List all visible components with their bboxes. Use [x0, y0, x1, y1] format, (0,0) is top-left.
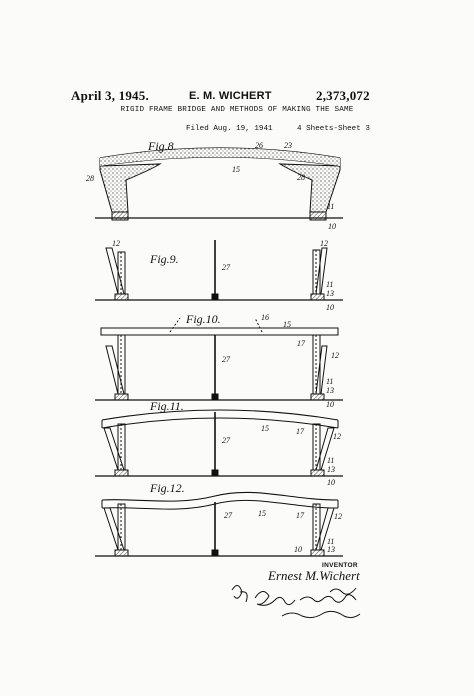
footing-left — [115, 470, 128, 476]
fig-9-ref-10: 10 — [326, 303, 334, 312]
fig-11-ref-17: 17 — [296, 427, 304, 436]
fig-8-ref-10: 10 — [328, 222, 336, 231]
fig-10-label: Fig.10. — [186, 312, 221, 326]
leg-right-column — [313, 424, 320, 470]
inventor-name-header: E. M. WICHERT — [189, 90, 272, 102]
fig-9-label: Fig.9. — [150, 252, 179, 266]
patent-title: RIGID FRAME BRIDGE AND METHODS OF MAKING THE SAME — [120, 106, 354, 114]
patent-number: 2,373,072 — [316, 88, 370, 103]
fig-8-label: Fig.8. — [148, 139, 177, 153]
figure-9 — [95, 240, 343, 300]
inventor-label: INVENTOR — [322, 562, 358, 569]
fig-8-ref-11: 11 — [327, 202, 335, 211]
fig-8-ref-28-left: 28 — [86, 174, 94, 183]
patent-date: April 3, 1945. — [71, 88, 149, 103]
fig-12-ref-12: 12 — [334, 512, 342, 521]
deck-fill — [100, 148, 340, 166]
filed-date: Filed Aug. 19, 1941 — [186, 125, 273, 133]
fig-11-ref-13: 13 — [327, 465, 335, 474]
fig-9-ref-13: 13 — [326, 289, 334, 298]
fig-10-ref-15: 15 — [283, 320, 291, 329]
fig-8-ref-26: 26 — [255, 141, 263, 150]
fig-10-ref-27: 27 — [222, 355, 230, 364]
leg-left-inclined — [106, 248, 124, 294]
footing-right — [310, 212, 326, 220]
fig-8-ref-28-right: 28 — [297, 173, 305, 182]
footing-right — [311, 470, 324, 476]
inventor-signature-name: Ernest M.Wichert — [268, 568, 360, 583]
fig-10-ref-17: 17 — [297, 339, 305, 348]
fig-12-ref-27: 27 — [224, 511, 232, 520]
fig-10-ref-11: 11 — [326, 377, 334, 386]
fig-9-ref-12-right: 12 — [320, 239, 328, 248]
footing-right — [311, 550, 324, 556]
fig-11-ref-10: 10 — [327, 478, 335, 487]
fig-12-ref-17: 17 — [296, 511, 304, 520]
figure-11 — [95, 410, 343, 476]
fig-9-ref-11: 11 — [326, 280, 334, 289]
deck-bottom — [102, 500, 338, 509]
footing-left — [115, 550, 128, 556]
figure-12 — [95, 492, 343, 556]
figure-10 — [95, 318, 343, 400]
fig-10-ref-10: 10 — [326, 400, 334, 409]
fig-11-ref-15: 15 — [261, 424, 269, 433]
footing-left — [112, 212, 128, 220]
fig-8-ref-15: 15 — [232, 165, 240, 174]
footing-right — [311, 394, 324, 400]
footing-left — [115, 294, 128, 300]
footing-left — [115, 394, 128, 400]
fig-12-label: Fig.12. — [150, 481, 185, 495]
fig-12-ref-10: 10 — [294, 545, 302, 554]
fig-12-ref-11: 11 — [327, 537, 335, 546]
fig-8-ref-23: 23 — [284, 141, 292, 150]
sheet-count: 4 Sheets-Sheet 3 — [297, 125, 370, 133]
fig-12-ref-13: 13 — [327, 545, 335, 554]
leg-right-column — [313, 504, 320, 550]
fig-11-ref-27: 27 — [222, 436, 230, 445]
footing-right — [311, 294, 324, 300]
center-base — [212, 294, 218, 300]
fig-12-ref-15: 15 — [258, 509, 266, 518]
haunch-left — [100, 158, 160, 212]
attorney-signature — [232, 585, 360, 617]
deck-top — [102, 492, 338, 501]
fig-11-ref-11: 11 — [327, 456, 335, 465]
fig-9-ref-12-left: 12 — [112, 239, 120, 248]
leg-left-inclined — [106, 346, 124, 394]
fig-9-ref-27: 27 — [222, 263, 230, 272]
fig-11-ref-12: 12 — [333, 432, 341, 441]
fig-10-ref-13: 13 — [326, 386, 334, 395]
fig-11-label: Fig.11. — [150, 399, 184, 413]
deck-beam — [101, 328, 338, 335]
fig-10-ref-16: 16 — [261, 313, 269, 322]
figure-8 — [95, 148, 343, 220]
fig-10-ref-12: 12 — [331, 351, 339, 360]
